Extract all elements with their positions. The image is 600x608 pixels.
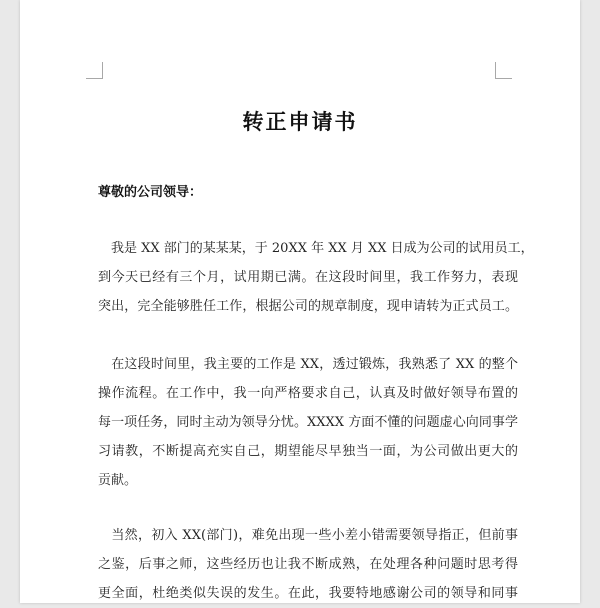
margin-corner-top-left [86, 62, 103, 79]
paragraph-line: 我是 XX 部门的某某某，于 20XX 年 XX 月 XX 日成为公司的试用员工， [98, 241, 534, 256]
paragraph-line: 突出，完全能够胜任工作，根据公司的规章制度，现申请转为正式员工。 [98, 299, 518, 314]
paragraph-line: 更全面，杜绝类似失误的发生。在此，我要特地感谢公司的领导和同事 [98, 586, 518, 601]
paragraph-line: 在这段时间里，我主要的工作是 XX，透过锻炼，我熟悉了 XX 的整个 [98, 357, 518, 372]
paragraph-line: 到今天已经有三个月，试用期已满。在这段时间里，我工作努力，表现 [98, 270, 518, 285]
paragraph-line: 当然，初入 XX(部门)，难免出现一些小差小错需要领导指正，但前事 [98, 528, 518, 543]
paragraph-2 [98, 350, 518, 495]
paragraph-line: 贡献。 [98, 473, 138, 488]
paragraph-line: 操作流程。在工作中，我一向严格要求自己，认真及时做好领导布置的 [98, 386, 518, 401]
paragraph-1 [98, 234, 534, 321]
paragraph-3 [98, 521, 518, 608]
paragraph-line: 之鉴，后事之师，这些经历也让我不断成熟，在处理各种问题时思考得 [98, 557, 518, 572]
margin-corner-top-right [495, 62, 512, 79]
paragraph-line: 每一项任务，同时主动为领导分忧。XXXX 方面不懂的问题虚心向同事学 [98, 415, 518, 430]
salutation: 尊敬的公司领导： [98, 185, 203, 200]
paragraph-line: 习请教，不断提高充实自己，期望能尽早独当一面，为公司做出更大的 [98, 444, 518, 459]
document-title: 转正申请书 [242, 109, 358, 134]
document-page [20, 0, 580, 603]
